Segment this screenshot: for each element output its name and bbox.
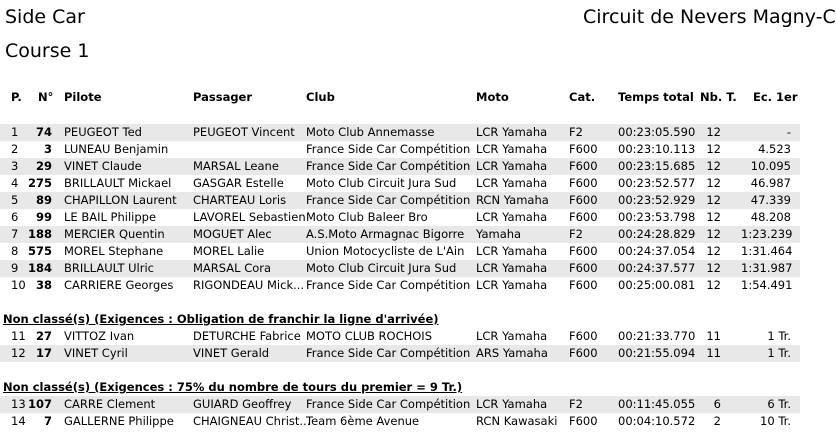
cell-club: France Side Car Compétition xyxy=(306,397,471,411)
cell-position: 11 xyxy=(11,329,26,343)
cell-number: 29 xyxy=(35,159,52,173)
cell-moto: LCR Yamaha xyxy=(476,159,548,173)
circuit-title: Circuit de Nevers Magny-C xyxy=(583,6,836,28)
cell-category: F600 xyxy=(569,159,598,173)
cell-club: Team 6ème Avenue xyxy=(306,414,420,428)
cell-laps: 2 xyxy=(713,414,721,428)
classified-rows xyxy=(0,124,800,294)
table-row xyxy=(0,260,800,277)
table-row xyxy=(0,141,800,158)
col-laps: Nb. T. xyxy=(700,90,737,104)
cell-club: France Side Car Compétition xyxy=(306,142,471,156)
cell-category: F600 xyxy=(569,176,598,190)
table-row xyxy=(0,413,800,430)
cell-number: 17 xyxy=(35,346,52,360)
cell-number: 107 xyxy=(27,397,52,411)
cell-passenger: DETURCHE Fabrice xyxy=(193,329,301,343)
cell-moto: RCN Yamaha xyxy=(476,193,549,207)
table-row xyxy=(0,396,800,413)
cell-pilot: CHAPILLON Laurent xyxy=(64,193,177,207)
cell-pilot: VINET Cyril xyxy=(64,346,128,360)
cell-club: France Side Car Compétition xyxy=(306,278,471,292)
cell-total-time: 00:04:10.572 xyxy=(618,414,696,428)
cell-laps: 12 xyxy=(706,176,721,190)
cell-laps: 11 xyxy=(706,329,721,343)
cell-total-time: 00:23:10.113 xyxy=(618,142,696,156)
cell-laps: 12 xyxy=(706,193,721,207)
cell-moto: LCR Yamaha xyxy=(476,176,548,190)
cell-laps: 12 xyxy=(706,210,721,224)
cell-gap: 1:31.464 xyxy=(741,244,793,258)
cell-number: 184 xyxy=(27,261,52,275)
cell-number: 275 xyxy=(27,176,52,190)
cell-pilot: BRILLAULT Mickael xyxy=(64,176,172,190)
cell-total-time: 00:23:52.577 xyxy=(618,176,696,190)
cell-moto: LCR Yamaha xyxy=(476,244,548,258)
cell-passenger: MOGUET Alec xyxy=(193,227,272,241)
cell-moto: LCR Yamaha xyxy=(476,261,548,275)
cell-category: F600 xyxy=(569,261,598,275)
cell-position: 14 xyxy=(11,414,26,428)
cell-total-time: 00:25:00.081 xyxy=(618,278,696,292)
cell-category: F600 xyxy=(569,193,598,207)
cell-pilot: BRILLAULT Ulric xyxy=(64,261,154,275)
cell-club: Moto Club Baleer Bro xyxy=(306,210,428,224)
cell-laps: 12 xyxy=(706,142,721,156)
cell-club: Moto Club Annemasse xyxy=(306,125,435,139)
cell-position: 10 xyxy=(11,278,26,292)
cell-number: 89 xyxy=(35,193,52,207)
cell-category: F2 xyxy=(569,125,583,139)
cell-category: F600 xyxy=(569,244,598,258)
cell-club: MOTO CLUB ROCHOIS xyxy=(306,329,432,343)
table-row xyxy=(0,124,800,141)
cell-pilot: GALLERNE Philippe xyxy=(64,414,174,428)
cell-total-time: 00:21:33.770 xyxy=(618,329,696,343)
col-passenger: Passager xyxy=(193,90,253,104)
cell-moto: LCR Yamaha xyxy=(476,142,548,156)
cell-pilot: CARRE Clement xyxy=(64,397,156,411)
cell-number: 3 xyxy=(43,142,52,156)
section2-rows xyxy=(0,396,800,430)
cell-moto: ARS Yamaha xyxy=(476,346,548,360)
table-row xyxy=(0,243,800,260)
cell-pilot: MERCIER Quentin xyxy=(64,227,165,241)
cell-moto: LCR Yamaha xyxy=(476,329,548,343)
cell-club: France Side Car Compétition xyxy=(306,159,471,173)
cell-passenger: PEUGEOT Vincent xyxy=(193,125,295,139)
cell-number: 188 xyxy=(27,227,52,241)
cell-pilot: LE BAIL Philippe xyxy=(64,210,157,224)
cell-laps: 6 xyxy=(713,397,721,411)
cell-category: F600 xyxy=(569,414,598,428)
cell-moto: LCR Yamaha xyxy=(476,397,548,411)
col-category: Cat. xyxy=(569,90,596,104)
table-header xyxy=(0,88,800,107)
table-row xyxy=(0,158,800,175)
cell-moto: LCR Yamaha xyxy=(476,278,548,292)
col-club: Club xyxy=(306,90,335,104)
cell-position: 5 xyxy=(11,193,19,207)
cell-passenger: GASGAR Estelle xyxy=(193,176,284,190)
cell-number: 7 xyxy=(43,414,52,428)
table-row xyxy=(0,277,800,294)
race-title: Course 1 xyxy=(5,40,90,62)
cell-passenger: VINET Gerald xyxy=(193,346,270,360)
section-title-laps: Non classé(s) (Exigences : 75% du nombre de tours du premier = 9 Tr.) xyxy=(3,380,463,394)
cell-club: A.S.Moto Armagnac Bigorre xyxy=(306,227,465,241)
cell-gap: 46.987 xyxy=(750,176,791,190)
cell-position: 6 xyxy=(11,210,19,224)
cell-position: 3 xyxy=(11,159,19,173)
col-gap: Ec. 1er xyxy=(753,90,798,104)
cell-gap: 10 Tr. xyxy=(760,414,791,428)
cell-number: 27 xyxy=(35,329,52,343)
cell-gap: 10.095 xyxy=(750,159,791,173)
cell-category: F600 xyxy=(569,142,598,156)
col-number: N° xyxy=(38,90,54,104)
cell-gap: 4.523 xyxy=(758,142,791,156)
cell-category: F600 xyxy=(569,278,598,292)
table-row xyxy=(0,345,800,362)
cell-pilot: VITTOZ Ivan xyxy=(64,329,135,343)
cell-laps: 12 xyxy=(706,244,721,258)
cell-position: 4 xyxy=(11,176,19,190)
cell-gap: 1 Tr. xyxy=(767,329,791,343)
section-title-finish-line: Non classé(s) (Exigences : Obligation de franchir la ligne d'arrivée) xyxy=(3,312,439,326)
table-row xyxy=(0,209,800,226)
table-row xyxy=(0,226,800,243)
cell-club: France Side Car Compétition xyxy=(306,193,471,207)
cell-gap: 1 Tr. xyxy=(767,346,791,360)
cell-moto: Yamaha xyxy=(476,227,522,241)
cell-total-time: 00:24:37.054 xyxy=(618,244,696,258)
cell-passenger: CHAIGNEAU Christ... xyxy=(193,414,311,428)
section1-rows xyxy=(0,328,800,362)
cell-pilot: LUNEAU Benjamin xyxy=(64,142,169,156)
cell-total-time: 00:24:37.577 xyxy=(618,261,696,275)
cell-moto: LCR Yamaha xyxy=(476,210,548,224)
table-row xyxy=(0,192,800,209)
cell-passenger: GUIARD Geoffrey xyxy=(193,397,292,411)
cell-position: 7 xyxy=(11,227,19,241)
cell-passenger: MOREL Lalie xyxy=(193,244,265,258)
cell-laps: 12 xyxy=(706,159,721,173)
cell-laps: 12 xyxy=(706,125,721,139)
cell-club: Moto Club Circuit Jura Sud xyxy=(306,261,457,275)
cell-number: 575 xyxy=(27,244,52,258)
cell-moto: LCR Yamaha xyxy=(476,125,548,139)
cell-passenger: RIGONDEAU Mick... xyxy=(193,278,305,292)
cell-number: 38 xyxy=(35,278,52,292)
cell-category: F2 xyxy=(569,227,583,241)
cell-laps: 11 xyxy=(706,346,721,360)
cell-gap: 1:31.987 xyxy=(741,261,793,275)
cell-total-time: 00:11:45.055 xyxy=(618,397,696,411)
cell-club: Moto Club Circuit Jura Sud xyxy=(306,176,457,190)
cell-category: F600 xyxy=(569,346,598,360)
cell-gap: 6 Tr. xyxy=(767,397,791,411)
cell-laps: 12 xyxy=(706,261,721,275)
col-total-time: Temps total xyxy=(618,90,694,104)
cell-passenger: MARSAL Cora xyxy=(193,261,272,275)
cell-gap: - xyxy=(786,125,791,139)
cell-gap: 1:54.491 xyxy=(741,278,793,292)
cell-position: 9 xyxy=(11,261,19,275)
cell-club: Union Motocycliste de L'Ain xyxy=(306,244,465,258)
cell-club: France Side Car Compétition xyxy=(306,346,471,360)
cell-position: 8 xyxy=(11,244,19,258)
cell-total-time: 00:24:28.829 xyxy=(618,227,696,241)
cell-laps: 12 xyxy=(706,227,721,241)
cell-moto: RCN Kawasaki xyxy=(476,414,558,428)
cell-gap: 1:23.239 xyxy=(741,227,793,241)
cell-position: 12 xyxy=(11,346,26,360)
col-pilot: Pilote xyxy=(64,90,102,104)
cell-total-time: 00:23:15.685 xyxy=(618,159,696,173)
cell-pilot: PEUGEOT Ted xyxy=(64,125,142,139)
cell-passenger: LAVOREL Sebastien xyxy=(193,210,306,224)
category-title: Side Car xyxy=(5,6,85,28)
cell-total-time: 00:23:53.798 xyxy=(618,210,696,224)
col-position: P. xyxy=(11,90,22,104)
cell-laps: 12 xyxy=(706,278,721,292)
cell-gap: 48.208 xyxy=(750,210,791,224)
cell-gap: 47.339 xyxy=(750,193,791,207)
cell-position: 2 xyxy=(11,142,19,156)
col-moto: Moto xyxy=(476,90,509,104)
cell-total-time: 00:21:55.094 xyxy=(618,346,696,360)
cell-total-time: 00:23:05.590 xyxy=(618,125,696,139)
results-table xyxy=(0,88,800,430)
cell-position: 1 xyxy=(11,125,19,139)
table-row xyxy=(0,175,800,192)
cell-position: 13 xyxy=(11,397,26,411)
cell-number: 74 xyxy=(35,125,52,139)
table-row xyxy=(0,328,800,345)
cell-total-time: 00:23:52.929 xyxy=(618,193,696,207)
cell-passenger: MARSAL Leane xyxy=(193,159,279,173)
cell-category: F600 xyxy=(569,210,598,224)
cell-pilot: CARRIERE Georges xyxy=(64,278,174,292)
cell-category: F600 xyxy=(569,329,598,343)
cell-number: 99 xyxy=(35,210,52,224)
cell-pilot: MOREL Stephane xyxy=(64,244,164,258)
cell-pilot: VINET Claude xyxy=(64,159,142,173)
cell-category: F2 xyxy=(569,397,583,411)
cell-passenger: CHARTEAU Loris xyxy=(193,193,287,207)
